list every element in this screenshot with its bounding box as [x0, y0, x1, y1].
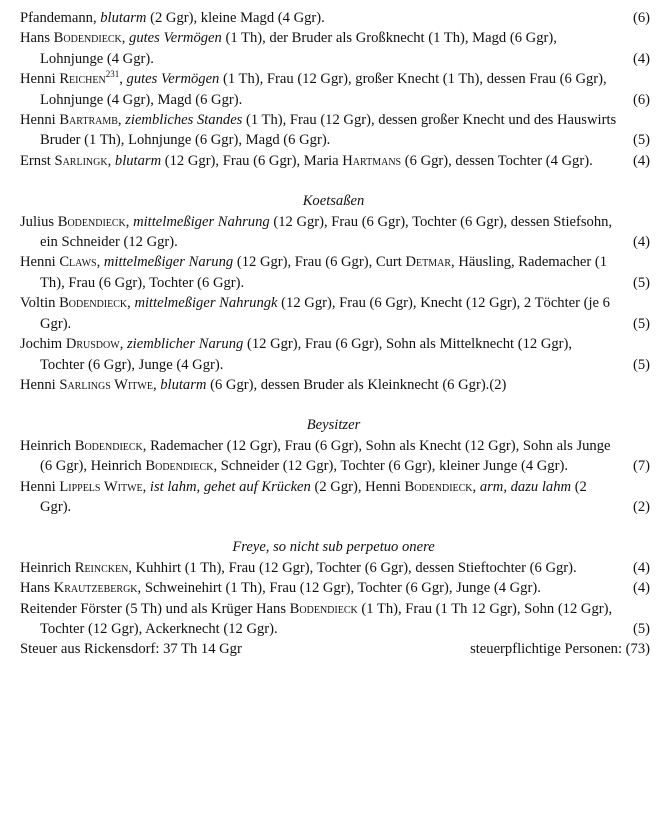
person-count: (4) [632, 152, 650, 169]
entry-text: (1 Th), Frau (12 Ggr), großer Knecht (1 Th), dessen Frau (6 Ggr), Lohnjunge (4 Ggr), Magd (6 Ggr). [40, 71, 607, 108]
surname: Bodendieck [59, 295, 128, 312]
entry-text: Henni [20, 112, 60, 129]
surname: Reincken [74, 559, 129, 576]
surname: Bodendieck [289, 600, 358, 617]
entry-text: Voltin [20, 295, 60, 312]
surname: Bartramb [59, 112, 118, 129]
surname: Bodendieck [57, 213, 126, 230]
entry-text: (2 Ggr), Henni [310, 478, 405, 495]
entry-text: (12 Ggr), Frau (6 Ggr), Curt [233, 254, 406, 271]
person-count: (5) [632, 274, 650, 291]
surname: Bodendieck [74, 437, 143, 454]
person-count: (5) [632, 315, 650, 332]
person-count: (2) [632, 498, 650, 515]
section-gap [0, 171, 667, 191]
status-text: arm, dazu lahm [479, 478, 572, 495]
status-text: gutes Vermögen [126, 71, 220, 88]
status-text: ist lahm, gehet auf Krücken [149, 478, 311, 495]
entry-text: Hans [20, 30, 54, 47]
surname: Hartmans [342, 152, 402, 169]
entry-text: , Rademacher (12 Ggr), Frau (6 Ggr), Sohn als Knecht (12 Ggr), Sohn als Junge (6 Ggr), Heinrich [40, 437, 611, 475]
section-gap [0, 517, 667, 537]
entry-text: Jochim [20, 336, 66, 353]
status-text: mittelmeßiger Narung [103, 254, 234, 271]
status-text: blutarm [160, 376, 207, 393]
status-text: mittelmeßiger Nahrung [133, 213, 270, 230]
section-title: Beysitzer [306, 417, 361, 434]
household-entry [20, 334, 650, 375]
household-entry [20, 151, 650, 171]
surname: Bodendieck [404, 478, 473, 495]
entry-text: (12 Ggr), Frau (6 Ggr), Knecht (12 Ggr), 2 Töchter (je 6 Ggr). [40, 295, 610, 332]
entry-text: Hans [20, 580, 54, 597]
entry-text: , Kuhhirt (1 Th), Frau (12 Ggr), Tochter (6 Ggr), dessen Stieftochter (6 Ggr). [128, 559, 577, 576]
entry-text: (12 Ggr), Frau (6 Ggr), Sohn als Mittelknecht (12 Ggr), Tochter (6 Ggr), Junge (4 Ggr). [40, 336, 573, 373]
person-count: (4) [632, 580, 650, 597]
status-text: blutarm [114, 152, 162, 169]
entry-text: Henni [20, 254, 60, 271]
entry-text: , [96, 254, 104, 271]
section-title: Koetsaßen [302, 193, 365, 210]
entry-text: Henni [20, 71, 60, 88]
household-entry [20, 8, 650, 28]
status-text: ziembliches Standes [125, 112, 243, 129]
entry-text: , [117, 112, 126, 129]
surname: Detmar [405, 254, 452, 271]
surname: Drusdow [65, 336, 120, 353]
tax-summary-footer [20, 639, 650, 659]
entry-text: , [119, 336, 127, 353]
entry-text: (6 Ggr), dessen Tochter (4 Ggr). [401, 152, 593, 169]
household-entry [20, 436, 650, 477]
entry-text: , [142, 478, 150, 495]
entry-text: (1 Th), Frau (1 Th 12 Ggr), Sohn (12 Ggr), Tochter (12 Ggr), Ackerknecht (12 Ggr). [40, 600, 613, 637]
footnote-marker: 231 [105, 69, 120, 80]
entry-text: , [107, 152, 115, 169]
entry-text: Reitender Förster (5 Th) und als Krüger Hans [20, 600, 290, 617]
status-text: gutes Vermögen [129, 30, 222, 47]
household-entry [20, 293, 650, 334]
household-entry [20, 212, 650, 253]
person-count: (5) [632, 620, 650, 637]
entry-text: (1 Th), der Bruder als Großknecht (1 Th), Magd (6 Ggr), Lohnjunge (4 Ggr). [40, 30, 557, 67]
entry-text: , [125, 213, 134, 230]
person-count: (4) [632, 50, 650, 67]
surname: Claws [59, 254, 97, 271]
household-entry [20, 252, 650, 293]
surname: Sarlings Witwe [59, 376, 153, 393]
person-count: (7) [632, 458, 650, 475]
status-text: ziemblicher Narung [126, 336, 244, 353]
entry-text: , Schneider (12 Ggr), Tochter (6 Ggr), kleiner Junge (4 Ggr). [213, 458, 568, 475]
entry-text: (2 Ggr). [40, 478, 587, 515]
person-count: (5) [632, 132, 650, 149]
household-entry [20, 110, 650, 151]
surname: Bodendieck [53, 30, 122, 47]
entry-text: , Häusling, Rademacher (1 Th), Frau (6 Ggr), Tochter (6 Ggr). [40, 254, 608, 291]
household-entry [20, 558, 650, 578]
household-entry [20, 599, 650, 640]
entry-text: , [127, 295, 135, 312]
household-entry [20, 578, 650, 598]
entry-text: Heinrich [20, 437, 75, 454]
person-count: (5) [632, 356, 650, 373]
entry-text: Heinrich [20, 559, 75, 576]
person-count: (4) [632, 234, 650, 251]
person-count: (2) [489, 376, 507, 393]
entry-text: , [119, 71, 127, 88]
person-count: (4) [632, 559, 650, 576]
entry-text: (6 Ggr), dessen Bruder als Kleinknecht (6 Ggr). [206, 376, 490, 393]
entry-text: (12 Ggr), Frau (6 Ggr), Tochter (6 Ggr), dessen Stiefsohn, ein Schneider (12 Ggr). [40, 213, 613, 251]
section-title: Freye, so nicht sub perpetuo onere [232, 539, 435, 556]
person-count: (6) [632, 91, 650, 108]
entry-text: (12 Ggr), Frau (6 Ggr), Maria [161, 152, 343, 169]
section-gap [0, 395, 667, 415]
surname: Krautzebergk [53, 580, 138, 597]
surname: Lippels Witwe [59, 478, 143, 495]
household-entry [20, 28, 650, 69]
document-body [0, 8, 667, 639]
surname: Sarlingk [54, 152, 108, 169]
household-entry [20, 477, 650, 518]
entry-text: Ernst [20, 152, 55, 169]
tax-total: Steuer aus Rickensdorf: 37 Th 14 Ggr [20, 641, 242, 658]
entry-text: , [121, 30, 130, 47]
household-entry [20, 69, 650, 110]
surname: Bodendieck [145, 458, 214, 475]
entry-text: Julius [20, 213, 58, 230]
household-entry [20, 375, 650, 395]
entry-text: (1 Th), Frau (12 Ggr), dessen großer Knecht und des Hauswirts Bruder (1 Th), Lohnjunge (6 Ggr), Magd (6 Ggr). [40, 112, 617, 149]
entry-text: Henni [20, 376, 60, 393]
entry-text: Henni [20, 478, 60, 495]
surname: Reichen [59, 71, 106, 88]
person-count: (6) [632, 10, 650, 26]
entry-text: , Schweinehirt (1 Th), Frau (12 Ggr), Tochter (6 Ggr), Junge (4 Ggr). [137, 580, 541, 597]
entry-text: (2 Ggr), kleine Magd (4 Ggr). [146, 10, 325, 26]
status-text: blutarm [100, 10, 147, 26]
entry-text: , [152, 376, 161, 393]
taxpayer-count: steuerpflichtige Personen: (73) [470, 641, 650, 658]
entry-text: , [472, 478, 480, 495]
entry-text: Pfandemann, [20, 10, 101, 26]
status-text: mittelmeßiger Nahrungk [134, 295, 278, 312]
